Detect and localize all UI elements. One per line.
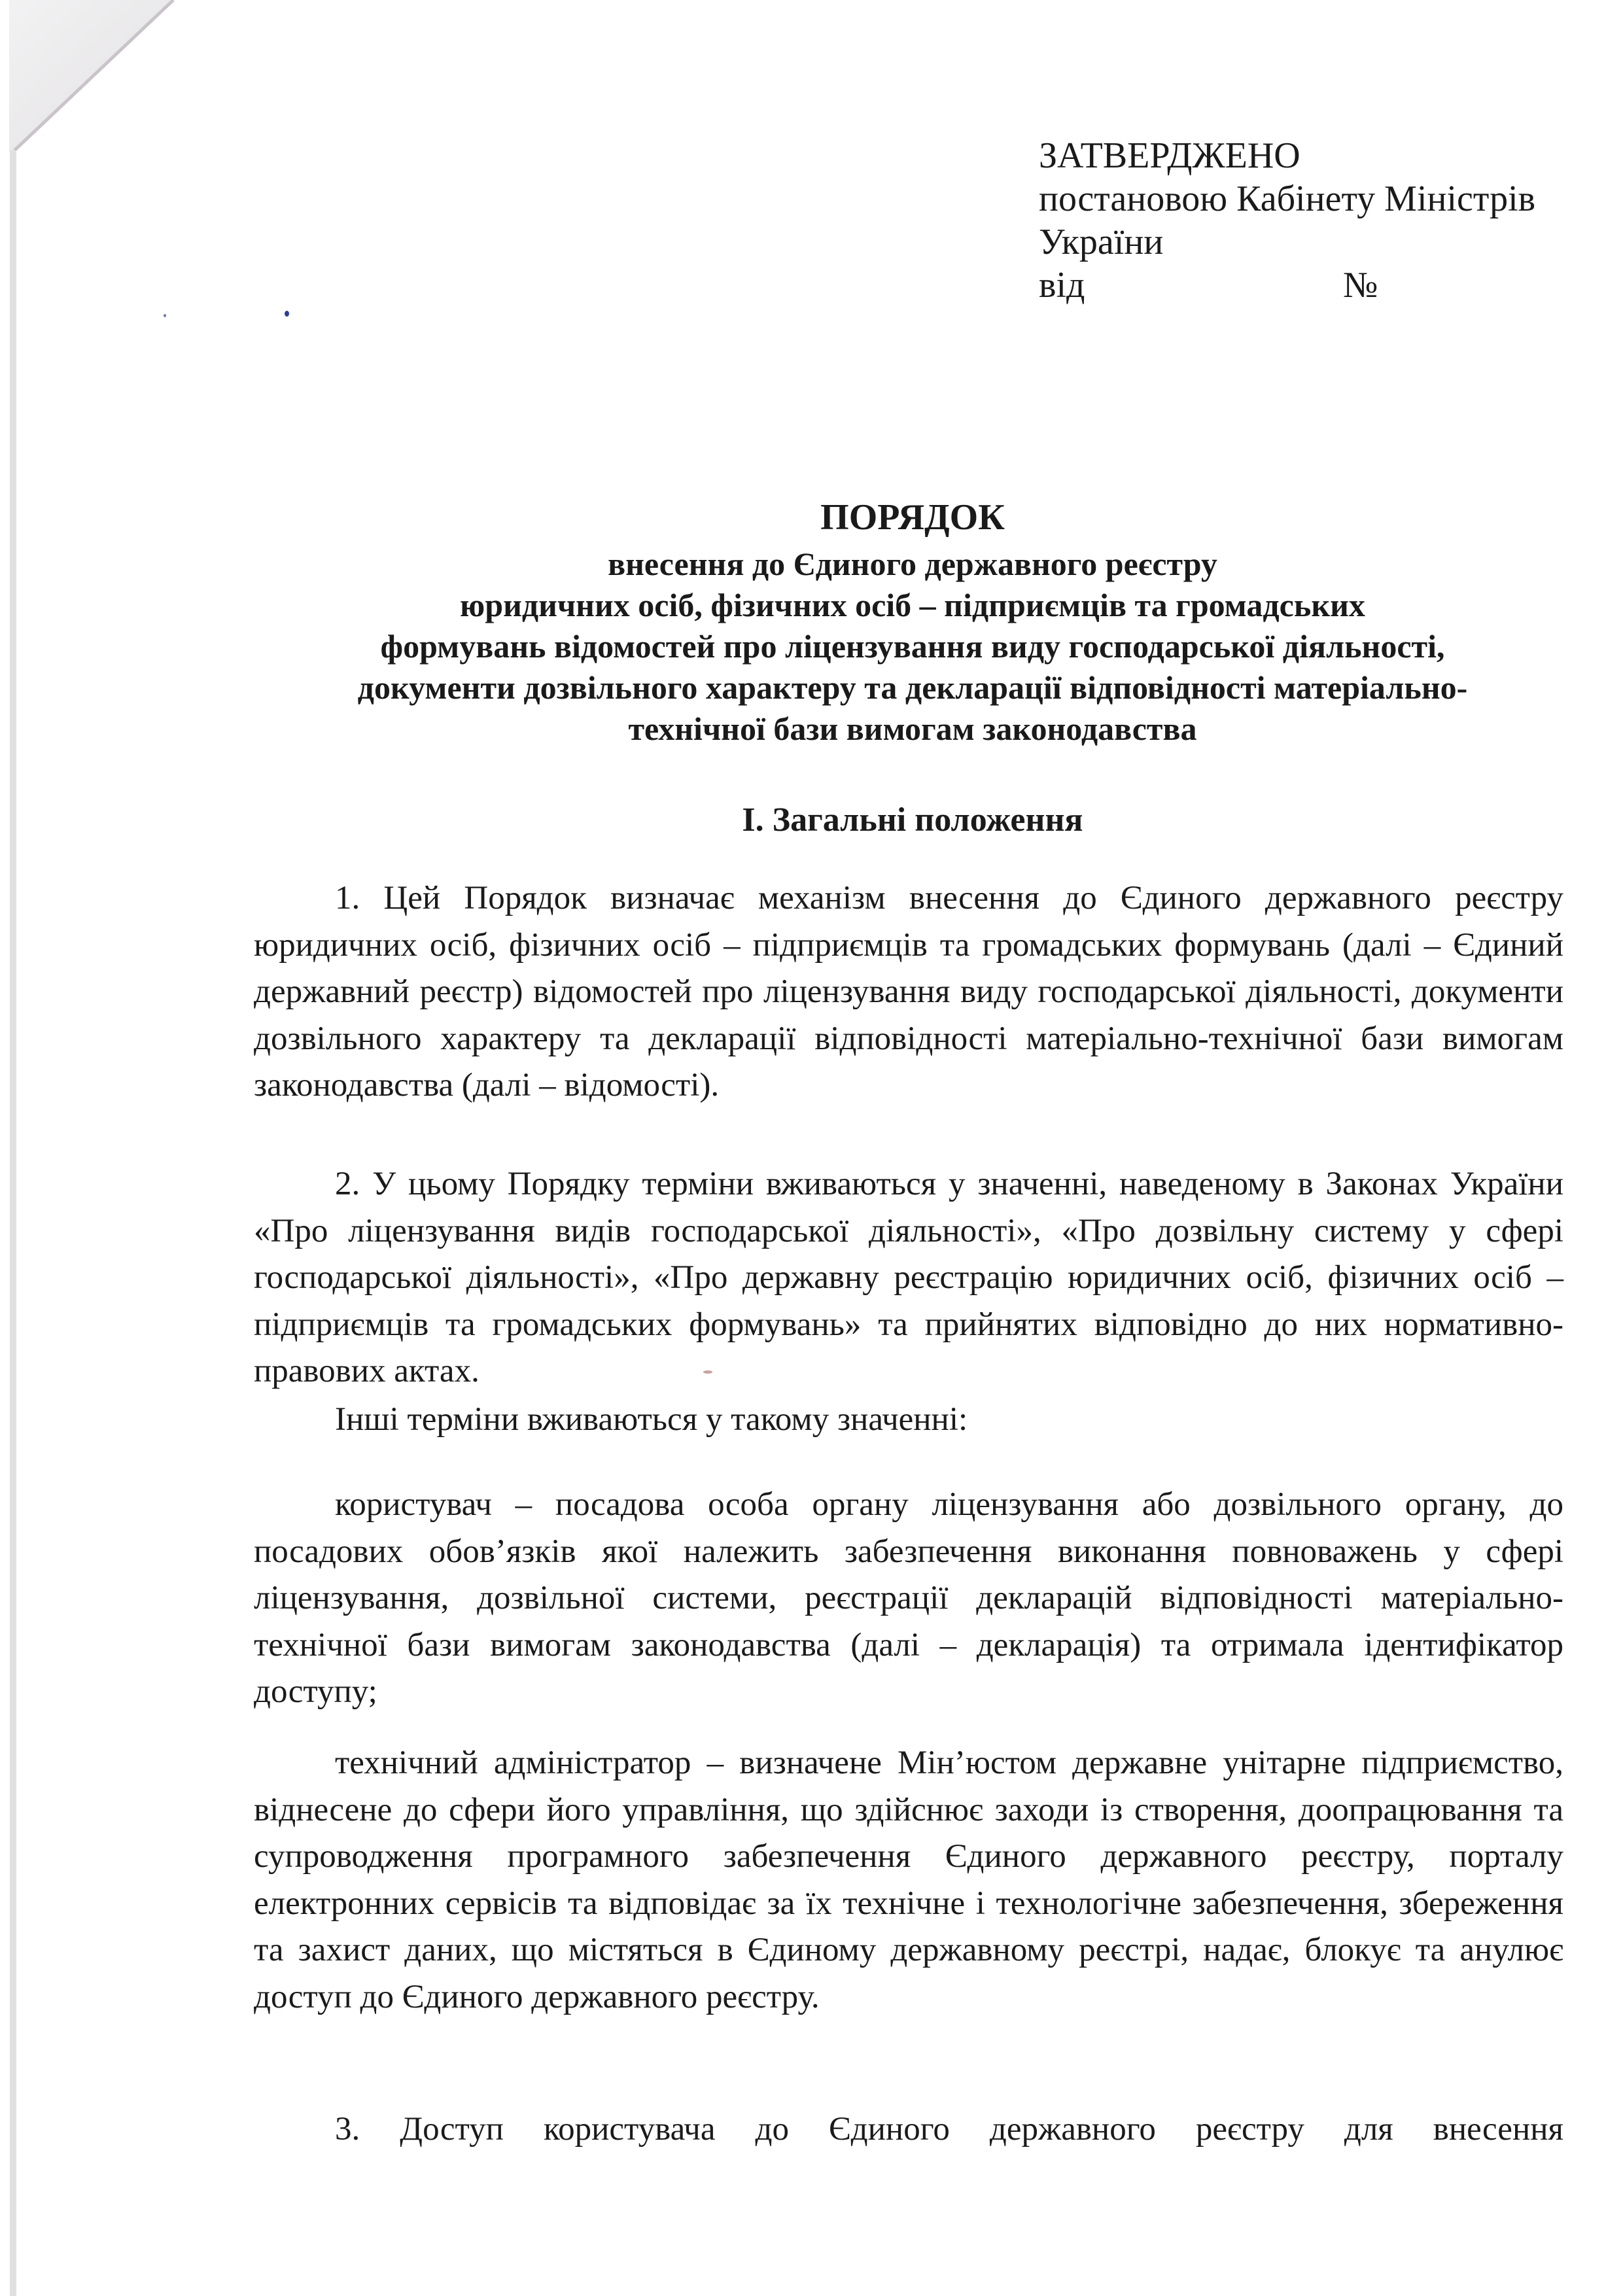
paragraph-1 [254, 875, 1563, 1109]
paragraph-text: 2. У цьому Порядку терміни вживаються у значенні, наведеному в Законах України «Про ліцензування видів господарської діяльності», «Про дозвільну систему у сфері господарської діяльності», «Про державну реєстрацію юридичних осіб, фізичних осіб – підприємців та громадських формувань» та прийнятих відповідно до них нормативно-правових актах. [254, 1166, 1563, 1389]
approval-date-label: від [1039, 265, 1085, 305]
approval-country: України [1039, 222, 1164, 262]
approval-number-label: № [1343, 265, 1378, 305]
paragraph-text: 1. Цей Порядок визначає механізм внесення до Єдиного державного реєстру юридичних осіб, фізичних осіб – підприємців та громадських формувань (далі – Єдиний державний реєстр) відомостей про ліцензування виду господарської діяльності, документи дозвільного характеру та декларації відповідності матеріально-технічної бази вимогам законодавства (далі – відомості). [254, 880, 1563, 1104]
title-subtitle-line: юридичних осіб, фізичних осіб – підприємців та громадських [460, 587, 1365, 623]
approval-block [1039, 134, 1535, 307]
paragraph-text: технічний адміністратор – визначене Мін’юстом державне унітарне підприємство, віднесене до сфери його управління, що здійснює заходи із створення, доопрацювання та супроводження програмного забезпечення Єдиного державного реєстру, порталу електронних сервісів та відповідає за їх технічне і технологічне забезпечення, збереження та захист даних, що містяться в Єдиному державному реєстрі, надає, блокує та анулює доступ до Єдиного державного реєстру. [254, 1745, 1563, 2015]
paragraph-2 [254, 1161, 1563, 1395]
paragraph-text: Інші терміни вживаються у такому значенні: [335, 1401, 968, 1438]
paragraph-text: 3. Доступ користувача до Єдиного державного реєстру для внесення [335, 2111, 1563, 2148]
scan-speck [164, 314, 166, 317]
section-heading: І. Загальні положення [742, 801, 1083, 839]
approval-date-number [1039, 264, 1535, 307]
definition-technical-administrator [254, 1740, 1563, 2021]
title-main: ПОРЯДОК [820, 497, 1005, 538]
paragraph-text: користувач – посадова особа органу ліцензування або дозвільного органу, до посадових обов’язків якої належить забезпечення виконання повноважень у сфері ліцензування, дозвільної системи, реєстрації декларацій відповідності матеріально-технічної бази вимогам законодавства (далі – декларація) та отримала ідентифікатор доступу; [254, 1486, 1563, 1710]
document-title [216, 494, 1609, 750]
paragraph-other-terms [254, 1397, 1563, 1444]
title-subtitle-line: внесення до Єдиного державного реєстру [608, 546, 1217, 582]
paragraph-3 [254, 2106, 1563, 2153]
title-subtitle-line: документи дозвільного характеру та декларації відповідності матеріально- [357, 669, 1468, 706]
scan-speck [285, 311, 289, 317]
title-subtitle-line: технічної бази вимогам законодавства [628, 710, 1197, 747]
approval-issuer: постановою Кабінету Міністрів [1039, 179, 1536, 219]
approval-heading: ЗАТВЕРДЖЕНО [1039, 135, 1300, 176]
title-subtitle-line: формувань відомостей про ліцензування виду господарської діяльності, [380, 628, 1445, 665]
definition-user [254, 1482, 1563, 1716]
